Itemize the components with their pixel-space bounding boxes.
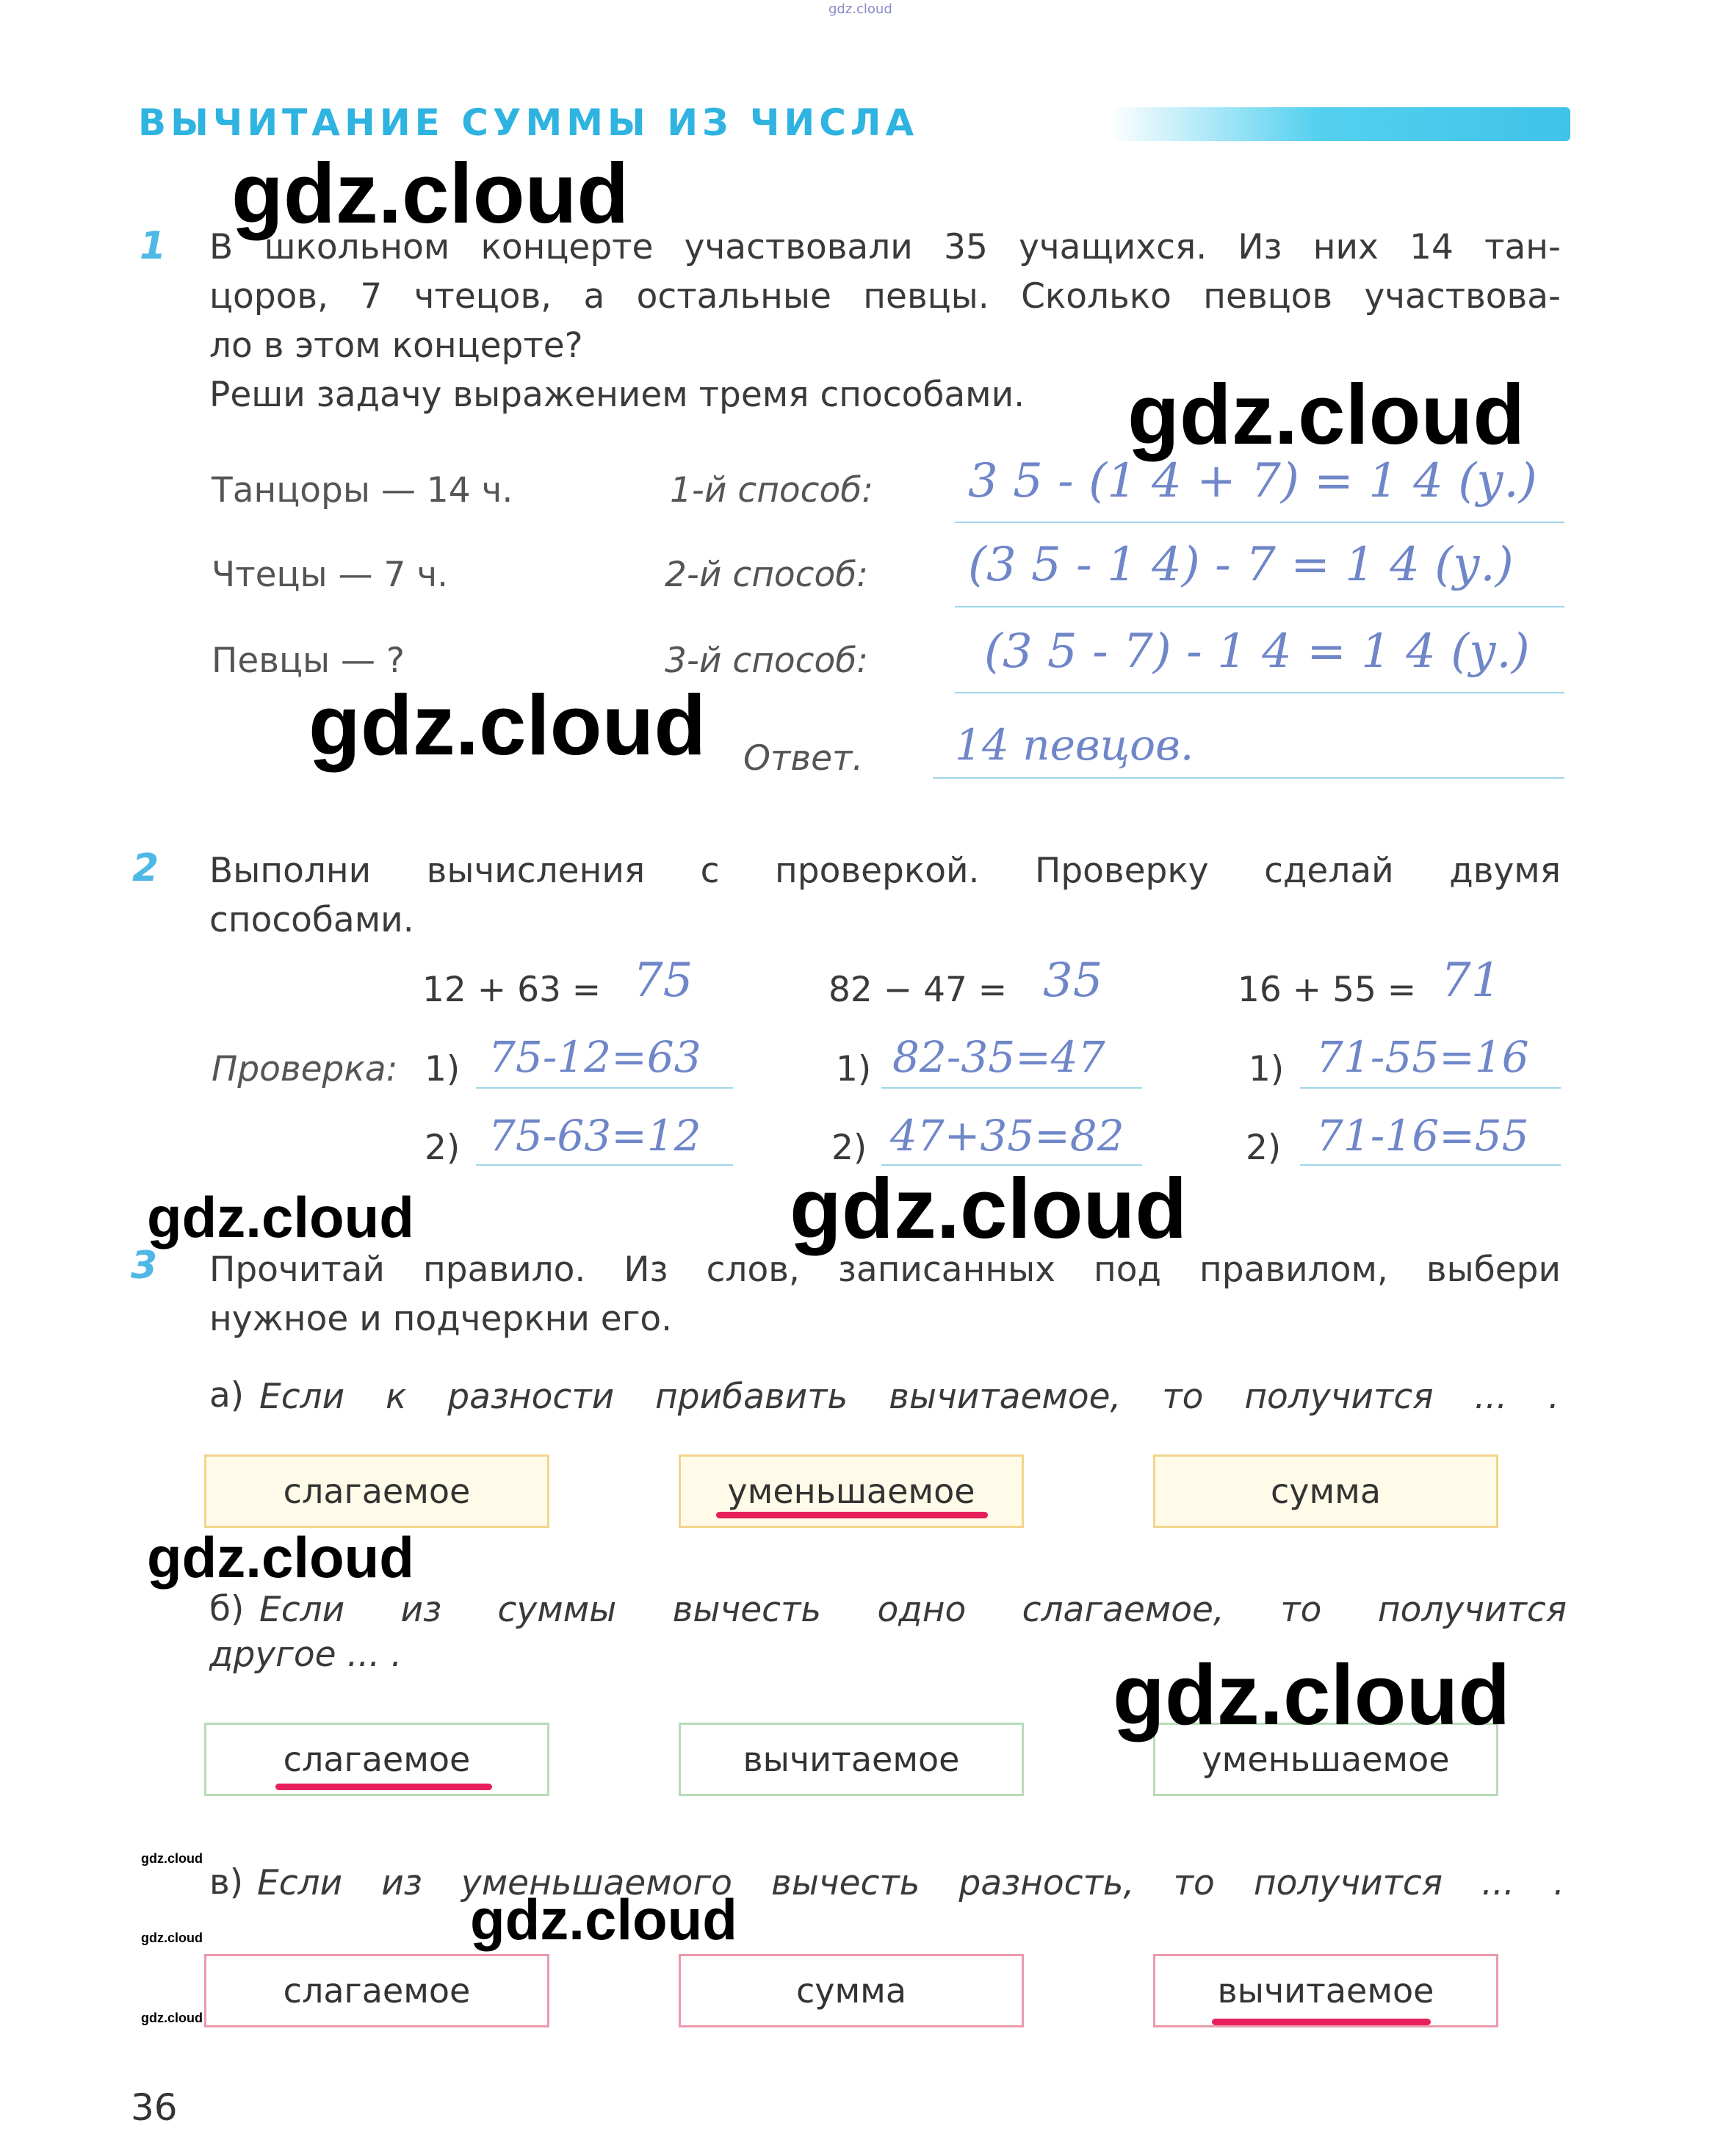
watermark: gdz.cloud <box>141 1851 203 1866</box>
task2-check: 47+35=82 <box>890 1111 1124 1161</box>
heading-decoration-bar <box>1109 107 1570 141</box>
task3-rule-text: Если из суммы вычесть одно слагаемое, то получится <box>259 1590 1567 1630</box>
task2-marker: 1) <box>425 1049 461 1089</box>
task1-instruction: Реши задачу выражением тремя способами. <box>209 375 1025 415</box>
option-label: вычитаемое <box>1217 1971 1434 2011</box>
task1-method-label: 1-й способ: <box>670 470 874 511</box>
watermark: gdz.cloud <box>470 1887 737 1952</box>
task2-check: 75-63=12 <box>488 1111 701 1161</box>
task2-result: 71 <box>1441 953 1501 1008</box>
task1-method3-answer: (3 5 - 7) - 1 4 = 1 4 (у.) <box>984 624 1530 679</box>
task1-method2-answer: (3 5 - 1 4) - 7 = 1 4 (у.) <box>968 538 1514 592</box>
watermark: gdz.cloud <box>231 145 629 241</box>
option-box-summa[interactable] <box>679 1954 1024 2027</box>
task3-part-b-rule <box>259 1585 1567 1634</box>
answer-line <box>1300 1164 1561 1166</box>
task3-rule-text: Если из уменьшаемого вычесть разность, то получится ... . <box>257 1863 1564 1903</box>
watermark: gdz.cloud <box>790 1161 1188 1256</box>
task1-text-line: ло в этом концерте? <box>209 325 583 366</box>
task1-row-label: Певцы — ? <box>212 641 405 681</box>
task1-text-line: В школьном концерте участвовали 35 учащихся. Из них 14 тан- <box>209 227 1561 267</box>
page-heading: ВЫЧИТАНИЕ СУММЫ ИЗ ЧИСЛА <box>138 101 919 144</box>
task1-number: 1 <box>140 224 167 268</box>
task2-check: 71-16=55 <box>1316 1111 1529 1161</box>
option-box-slagaemoe[interactable] <box>204 1454 549 1528</box>
option-label: уменьшаемое <box>727 1471 975 1511</box>
task2-text <box>209 846 1561 945</box>
option-label: слагаемое <box>283 1739 471 1779</box>
watermark: gdz.cloud <box>147 1525 414 1590</box>
task3-number: 3 <box>131 1244 158 1288</box>
answer-line <box>1300 1087 1561 1089</box>
option-label: вычитаемое <box>743 1739 960 1779</box>
task1-method-label: 2-й способ: <box>665 555 869 595</box>
task3-part-a-rule <box>259 1372 1559 1421</box>
answer-line <box>881 1087 1142 1089</box>
task3-part-letter: б) <box>209 1589 245 1629</box>
option-box-summa[interactable] <box>1153 1454 1498 1528</box>
selection-underline <box>275 1784 492 1790</box>
watermark: gdz.cloud <box>141 1930 203 1945</box>
answer-line <box>955 606 1564 607</box>
task2-check: 75-12=63 <box>488 1032 701 1082</box>
task2-result: 35 <box>1043 953 1103 1008</box>
task2-check: 71-55=16 <box>1316 1032 1529 1082</box>
answer-line <box>955 522 1564 523</box>
answer-line <box>933 777 1564 779</box>
watermark: gdz.cloud <box>1113 1647 1511 1742</box>
option-box-vychitaemoe[interactable] <box>679 1723 1024 1796</box>
watermark: gdz.cloud <box>308 677 707 773</box>
watermark: gdz.cloud <box>1127 367 1526 462</box>
selection-underline <box>1212 2019 1431 2025</box>
watermark: gdz.cloud <box>147 1185 414 1250</box>
selection-underline <box>716 1512 988 1518</box>
task1-text <box>209 223 1561 370</box>
task3-part-letter: в) <box>209 1862 244 1903</box>
task3-text-line: Прочитай правило. Из слов, записанных под правилом, выбери <box>209 1250 1561 1290</box>
task3-rule-text: Если к разности прибавить вычитаемое, то получится ... . <box>259 1377 1559 1417</box>
task2-text-line: способами. <box>209 900 414 940</box>
task2-marker: 1) <box>1249 1049 1285 1089</box>
task2-marker: 2) <box>1246 1128 1282 1168</box>
task3-part-letter: а) <box>209 1375 245 1416</box>
option-label: уменьшаемое <box>1202 1739 1450 1779</box>
task2-marker: 1) <box>836 1049 872 1089</box>
task3-rule-text: другое ... . <box>209 1634 402 1675</box>
task1-answer-value: 14 певцов. <box>955 720 1194 770</box>
task3-text <box>209 1245 1561 1344</box>
option-label: сумма <box>795 1971 907 2011</box>
task2-expression: 16 + 55 = <box>1238 970 1417 1010</box>
answer-line <box>476 1087 733 1089</box>
option-label: сумма <box>1270 1471 1382 1511</box>
task2-expression: 12 + 63 = <box>422 970 602 1010</box>
task3-part-c-rule <box>257 1858 1564 1908</box>
task1-method1-answer: 3 5 - (1 4 + 7) = 1 4 (у.) <box>968 454 1537 508</box>
task1-answer-label: Ответ. <box>743 738 864 779</box>
answer-line <box>476 1164 733 1166</box>
task2-number: 2 <box>132 846 159 890</box>
task2-check-label: Проверка: <box>212 1049 398 1089</box>
task1-text-line: цоров, 7 чтецов, а остальные певцы. Сколько певцов участвова- <box>209 276 1561 317</box>
top-watermark: gdz.cloud <box>828 1 892 17</box>
task1-method-label: 3-й способ: <box>665 641 869 681</box>
task2-check: 82-35=47 <box>892 1032 1105 1082</box>
task2-text-line: Выполни вычисления с проверкой. Проверку сделай двумя <box>209 851 1561 891</box>
task2-result: 75 <box>633 953 693 1008</box>
option-box-slagaemoe[interactable] <box>204 1954 549 2027</box>
watermark: gdz.cloud <box>141 2011 203 2025</box>
page-number: 36 <box>131 2086 178 2129</box>
option-box-vychitaemoe[interactable] <box>1153 1954 1498 2027</box>
task1-row-label: Танцоры — 14 ч. <box>212 470 513 511</box>
task2-marker: 2) <box>831 1128 867 1168</box>
task1-row-label: Чтецы — 7 ч. <box>212 555 449 595</box>
option-label: слагаемое <box>283 1971 471 2011</box>
answer-line <box>955 692 1564 693</box>
task2-expression: 82 − 47 = <box>828 970 1008 1010</box>
task3-text-line: нужное и подчеркни его. <box>209 1299 673 1339</box>
task2-marker: 2) <box>425 1128 461 1168</box>
option-label: слагаемое <box>283 1471 471 1511</box>
